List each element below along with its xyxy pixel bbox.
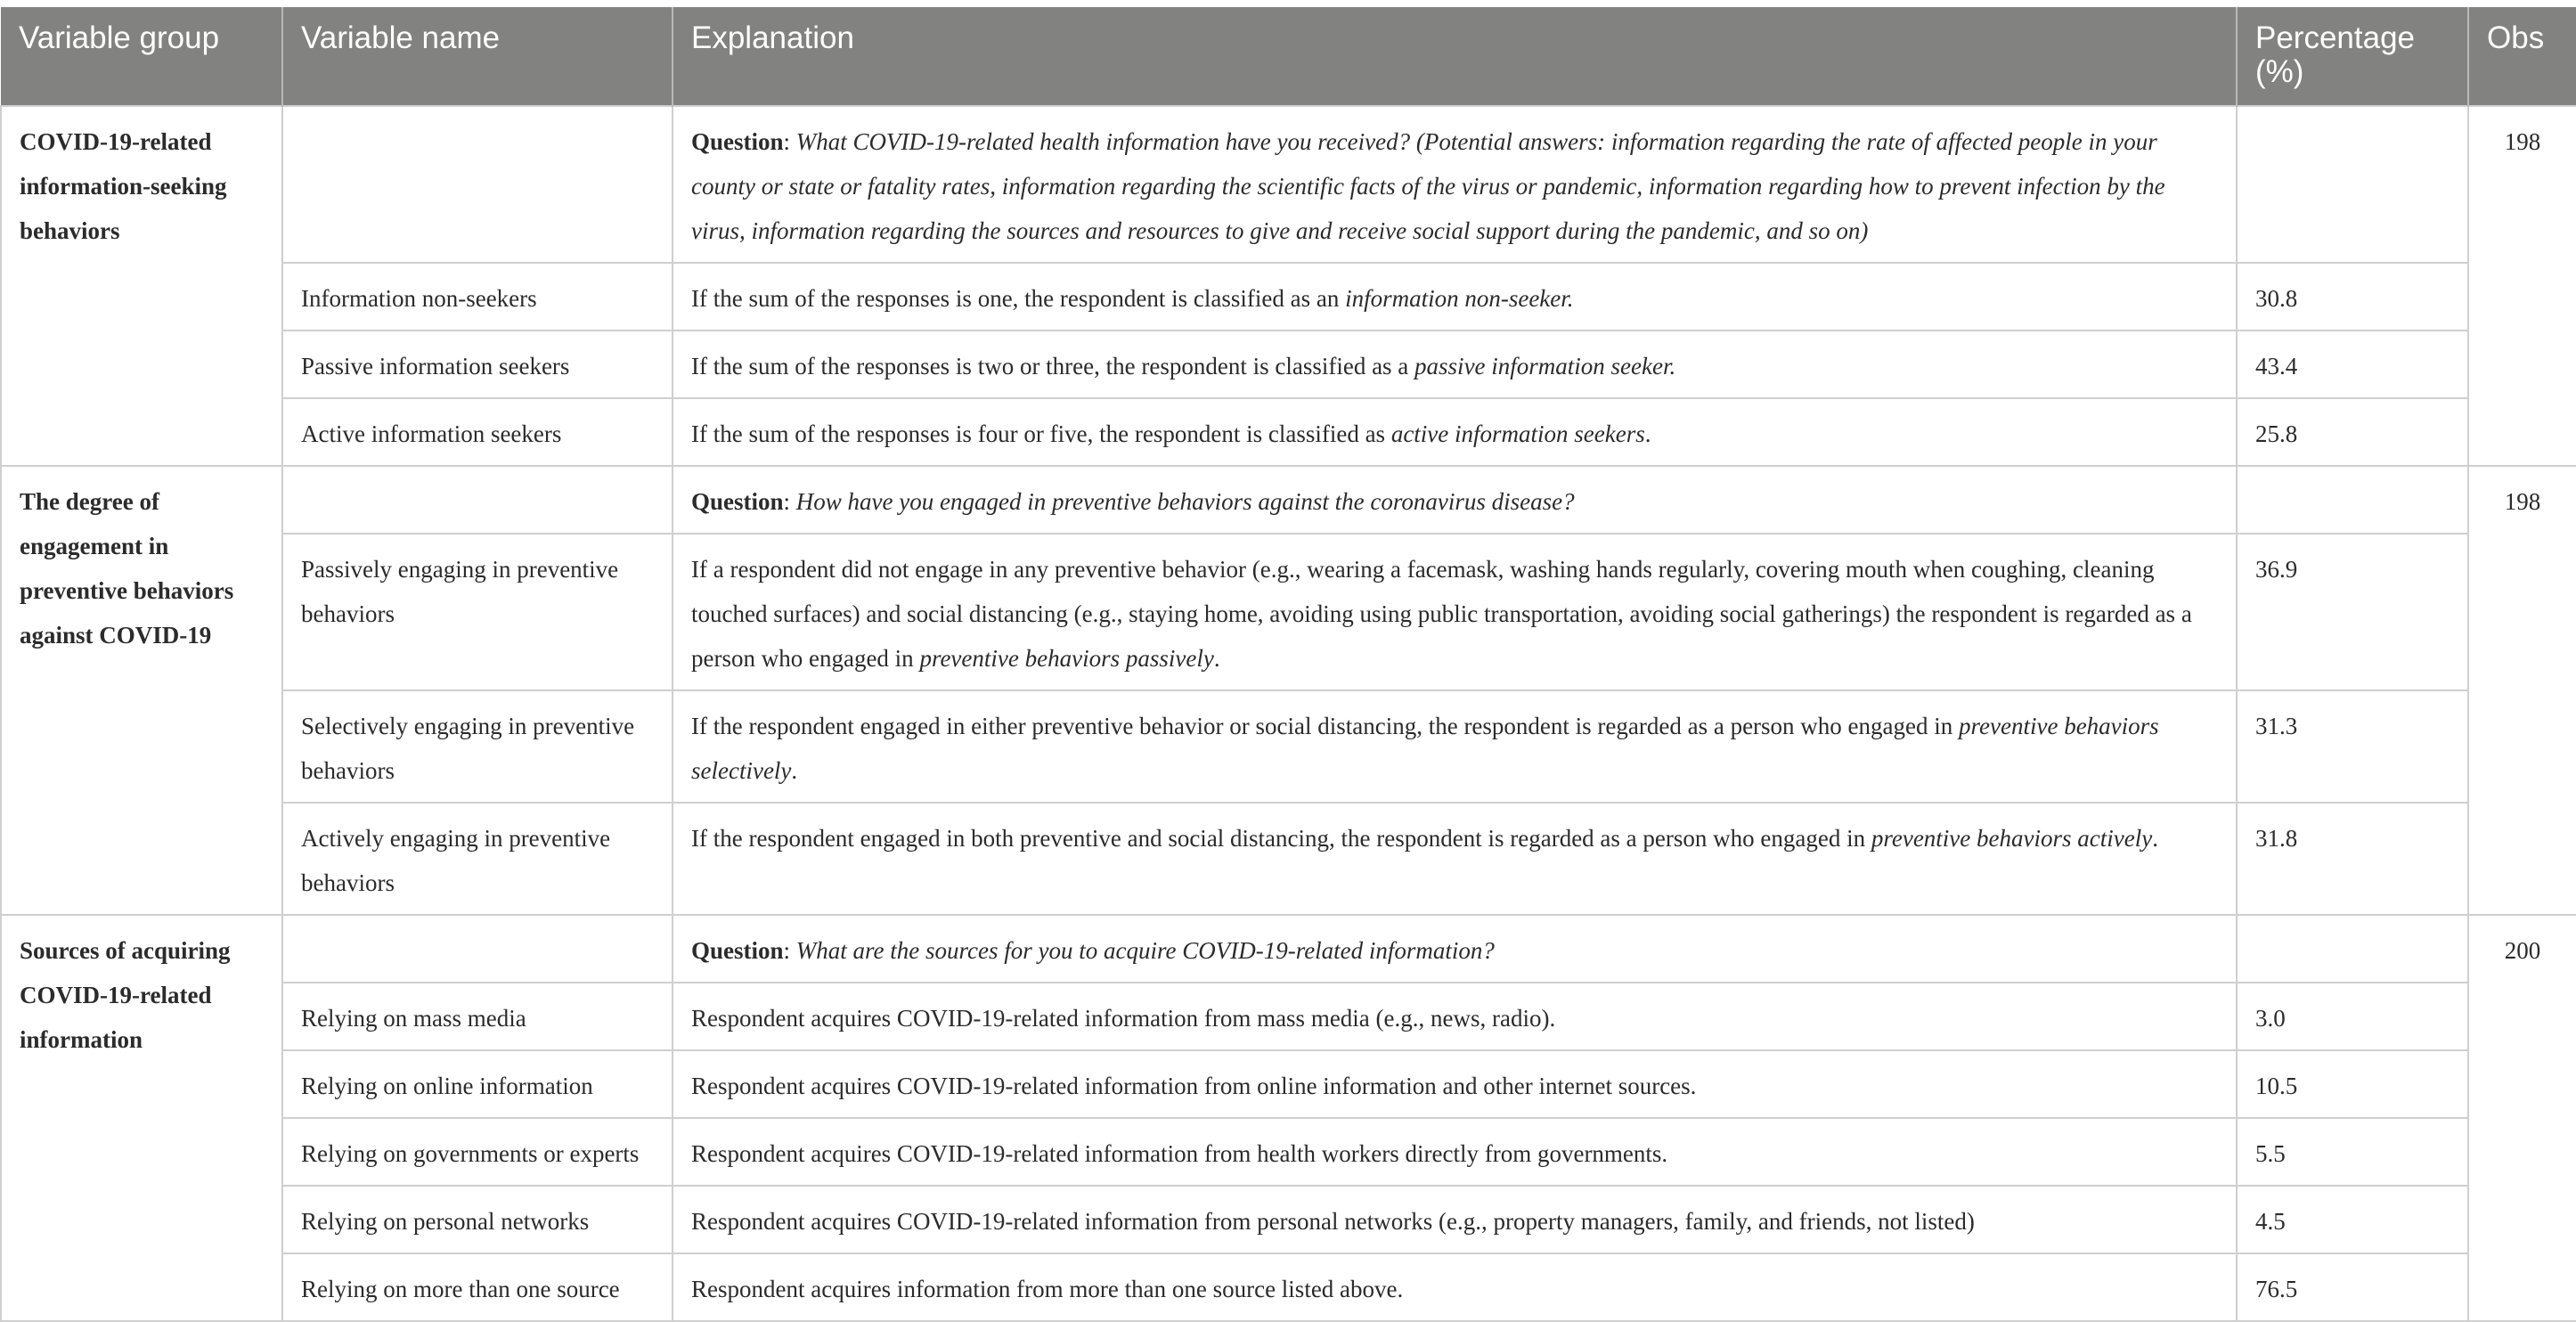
table-row xyxy=(1,1118,2576,1186)
percentage-cell: 5.5 xyxy=(2237,1118,2468,1186)
variable-name-cell: Selectively engaging in preventive behaviors xyxy=(282,690,673,803)
percentage-cell xyxy=(2237,466,2468,534)
column-header-percentage: Percentage (%) xyxy=(2237,7,2468,106)
percentage-cell: 31.8 xyxy=(2237,803,2468,915)
variable-name-cell xyxy=(282,915,673,983)
percentage-cell xyxy=(2237,915,2468,983)
percentage-cell: 30.8 xyxy=(2237,263,2468,330)
variable-group-cell: The degree of engagement in preventive behaviors against COVID-19 xyxy=(1,466,282,915)
table-row xyxy=(1,915,2576,983)
explanation-cell: Respondent acquires information from more than one source listed above. xyxy=(673,1253,2237,1321)
table-row xyxy=(1,1050,2576,1118)
variable-group-cell: COVID-19-related information-seeking behaviors xyxy=(1,106,282,466)
question-label: Question xyxy=(691,128,784,155)
explanation-cell: Respondent acquires COVID-19-related information from personal networks (e.g., property managers, family, and friends, not listed) xyxy=(673,1186,2237,1253)
question-text: How have you engaged in preventive behaviors against the coronavirus disease? xyxy=(795,488,1575,515)
variable-name-cell: Passive information seekers xyxy=(282,330,673,398)
obs-cell: 200 xyxy=(2468,915,2576,1321)
table-header-row xyxy=(1,7,2576,106)
variable-name-cell xyxy=(282,106,673,263)
percentage-cell: 31.3 xyxy=(2237,690,2468,803)
obs-cell: 198 xyxy=(2468,106,2576,466)
explanation-cell: If the sum of the responses is two or three, the respondent is classified as a passive information seeker. xyxy=(673,330,2237,398)
variable-name-cell xyxy=(282,466,673,534)
explanation-cell: If the sum of the responses is four or five, the respondent is classified as active information seekers. xyxy=(673,398,2237,466)
table-row xyxy=(1,690,2576,803)
table-body xyxy=(1,106,2576,1321)
table-row xyxy=(1,983,2576,1050)
table-row xyxy=(1,106,2576,263)
variable-name-cell: Relying on online information xyxy=(282,1050,673,1118)
question-cell: Question: What are the sources for you to acquire COVID-19-related information? xyxy=(673,915,2237,983)
table-row xyxy=(1,466,2576,534)
variables-table xyxy=(0,7,2576,1322)
variable-group-cell: Sources of acquiring COVID-19-related information xyxy=(1,915,282,1321)
variable-name-cell: Passively engaging in preventive behaviors xyxy=(282,534,673,690)
table-row xyxy=(1,803,2576,915)
table-row xyxy=(1,263,2576,330)
explanation-cell: Respondent acquires COVID-19-related information from mass media (e.g., news, radio). xyxy=(673,983,2237,1050)
explanation-cell: Respondent acquires COVID-19-related information from health workers directly from governments. xyxy=(673,1118,2237,1186)
variable-name-cell: Relying on personal networks xyxy=(282,1186,673,1253)
variable-name-cell: Relying on more than one source xyxy=(282,1253,673,1321)
percentage-cell: 10.5 xyxy=(2237,1050,2468,1118)
variable-name-cell: Active information seekers xyxy=(282,398,673,466)
question-label: Question xyxy=(691,937,784,964)
variable-name-cell: Actively engaging in preventive behaviors xyxy=(282,803,673,915)
column-header-variable-name: Variable name xyxy=(282,7,673,106)
explanation-cell: If the sum of the responses is one, the respondent is classified as an information non-seeker. xyxy=(673,263,2237,330)
explanation-cell: If a respondent did not engage in any preventive behavior (e.g., wearing a facemask, washing hands regularly, covering mouth when coughing, cleaning touched surfaces) and social distancing (e.g., staying home, avoiding using public transportation, avoiding social gatherings) the respondent is regarded as a person who engaged in preventive behaviors passively. xyxy=(673,534,2237,690)
variable-name-cell: Relying on mass media xyxy=(282,983,673,1050)
percentage-cell: 4.5 xyxy=(2237,1186,2468,1253)
column-header-obs: Obs xyxy=(2468,7,2576,106)
table-row xyxy=(1,330,2576,398)
table-row xyxy=(1,398,2576,466)
percentage-cell: 43.4 xyxy=(2237,330,2468,398)
explanation-cell: Respondent acquires COVID-19-related information from online information and other internet sources. xyxy=(673,1050,2237,1118)
percentage-cell xyxy=(2237,106,2468,263)
percentage-cell: 25.8 xyxy=(2237,398,2468,466)
table-row xyxy=(1,534,2576,690)
percentage-cell: 3.0 xyxy=(2237,983,2468,1050)
percentage-cell: 36.9 xyxy=(2237,534,2468,690)
variable-name-cell: Information non-seekers xyxy=(282,263,673,330)
table-row xyxy=(1,1186,2576,1253)
column-header-variable-group: Variable group xyxy=(1,7,282,106)
explanation-cell: If the respondent engaged in both preventive and social distancing, the respondent is regarded as a person who engaged in preventive behaviors actively. xyxy=(673,803,2237,915)
variable-name-cell: Relying on governments or experts xyxy=(282,1118,673,1186)
explanation-cell: If the respondent engaged in either preventive behavior or social distancing, the respondent is regarded as a person who engaged in preventive behaviors selectively. xyxy=(673,690,2237,803)
obs-cell: 198 xyxy=(2468,466,2576,915)
question-cell: Question: How have you engaged in preventive behaviors against the coronavirus disease? xyxy=(673,466,2237,534)
question-text: What COVID-19-related health information have you received? (Potential answers: information regarding the rate of affected people in your county or state or fatality rates, information regarding the scientific facts of the virus or pandemic, information regarding how to prevent infection by the virus, information regarding the sources and resources to give and receive social support during the pandemic, and so on) xyxy=(691,128,2165,244)
column-header-explanation: Explanation xyxy=(673,7,2237,106)
percentage-cell: 76.5 xyxy=(2237,1253,2468,1321)
table-row xyxy=(1,1253,2576,1321)
question-label: Question xyxy=(691,488,784,515)
question-text: What are the sources for you to acquire COVID-19-related information? xyxy=(795,937,1495,964)
question-cell: Question: What COVID-19-related health information have you received? (Potential answers: information regarding the rate of affected people in your county or state or fatality rates, information regarding the scientific facts of the virus or pandemic, information regarding how to prevent infection by the virus, information regarding the sources and resources to give and receive social support during the pandemic, and so on) xyxy=(673,106,2237,263)
